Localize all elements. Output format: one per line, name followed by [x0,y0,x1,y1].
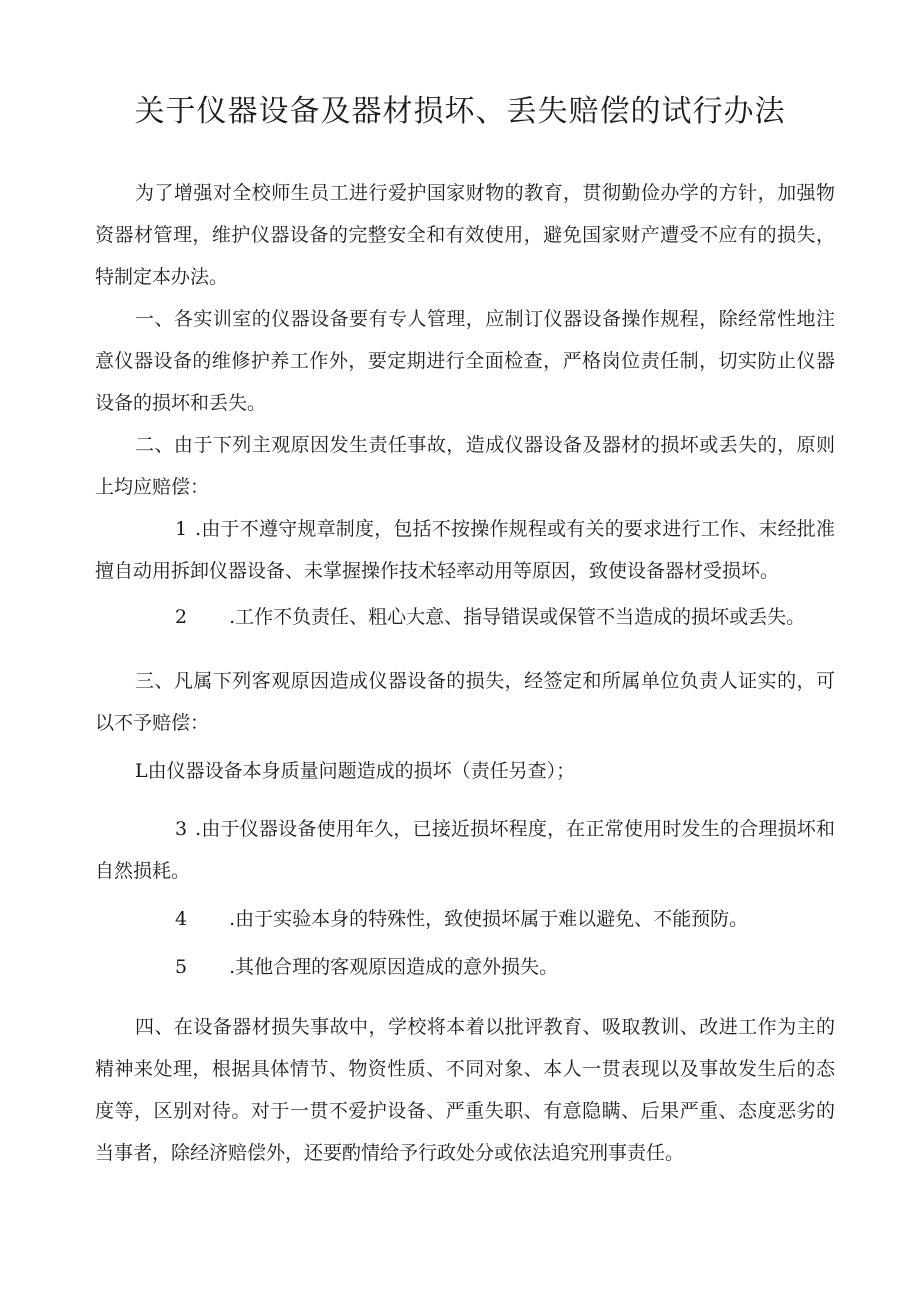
section-3-item-4 [95,898,835,940]
item-number: 4 [175,908,188,930]
section-3-paragraph: 三、凡属下列客观原因造成仪器设备的损失，经签定和所属单位负责人证实的，可以不予赔偿： [95,670,835,734]
item-number: 3 [175,818,188,840]
item-text: .由于实验本身的特殊性，致使损坏属于难以避免、不能预防。 [229,908,749,930]
document-title: 关于仪器设备及器材损坏、丢失赔偿的试行办法 [134,94,786,129]
intro-paragraph: 为了增强对全校师生员工进行爱护国家财物的教育，贯彻勤俭办学的方针，加强物资器材管理，维护仪器设备的完整安全和有效使用，避免国家财产遭受不应有的损失，特制定本办法。 [95,182,835,288]
item-text: .工作不负责任、粗心大意、指导错误或保管不当造成的损坏或丢失。 [229,606,806,628]
item-number: 1 [175,518,188,540]
section-4-paragraph: 四、在设备器材损失事故中，学校将本着以批评教育、吸取教训、改进工作为主的精神来处理，根据具体情节、物资性质、不同对象、本人一贯表现以及事故发生后的态度等，区别对待。对于一贯不爱护设备、严重失职、有意隐瞒、后果严重、态度恶劣的当事者，除经济赔偿外，还要酌情给予行政处分或依法追究刑事责任。 [95,1016,835,1164]
section-2-item-2 [95,596,835,638]
section-3-item-3 [95,808,835,892]
item-number: 5 [175,956,188,978]
section-1-paragraph: 一、各实训室的仪器设备要有专人管理，应制订仪器设备操作规程，除经常性地注意仪器设备的维修护养工作外，要定期进行全面检查，严格岗位责任制，切实防止仪器设备的损坏和丢失。 [95,308,835,414]
section-2-item-1 [95,508,835,592]
item-text: .其他合理的客观原因造成的意外损失。 [229,956,559,978]
section-3-item-1: L由仪器设备本身质量问题造成的损坏（责任另查）； [135,760,576,782]
section-2-paragraph: 二、由于下列主观原因发生责任事故，造成仪器设备及器材的损坏或丢失的，原则上均应赔偿： [95,434,835,498]
item-number: 2 [175,606,188,628]
item-text: .由于不遵守规章制度，包括不按操作规程或有关的要求进行工作、末经批准擅自动用拆卸仪器设备、未掌握操作技术轻率动用等原因，致使设备器材受损坏。 [95,518,835,582]
section-3-item-5 [95,946,835,988]
item-text: .由于仪器设备使用年久，已接近损坏程度，在正常使用时发生的合理损坏和自然损耗。 [95,818,835,882]
